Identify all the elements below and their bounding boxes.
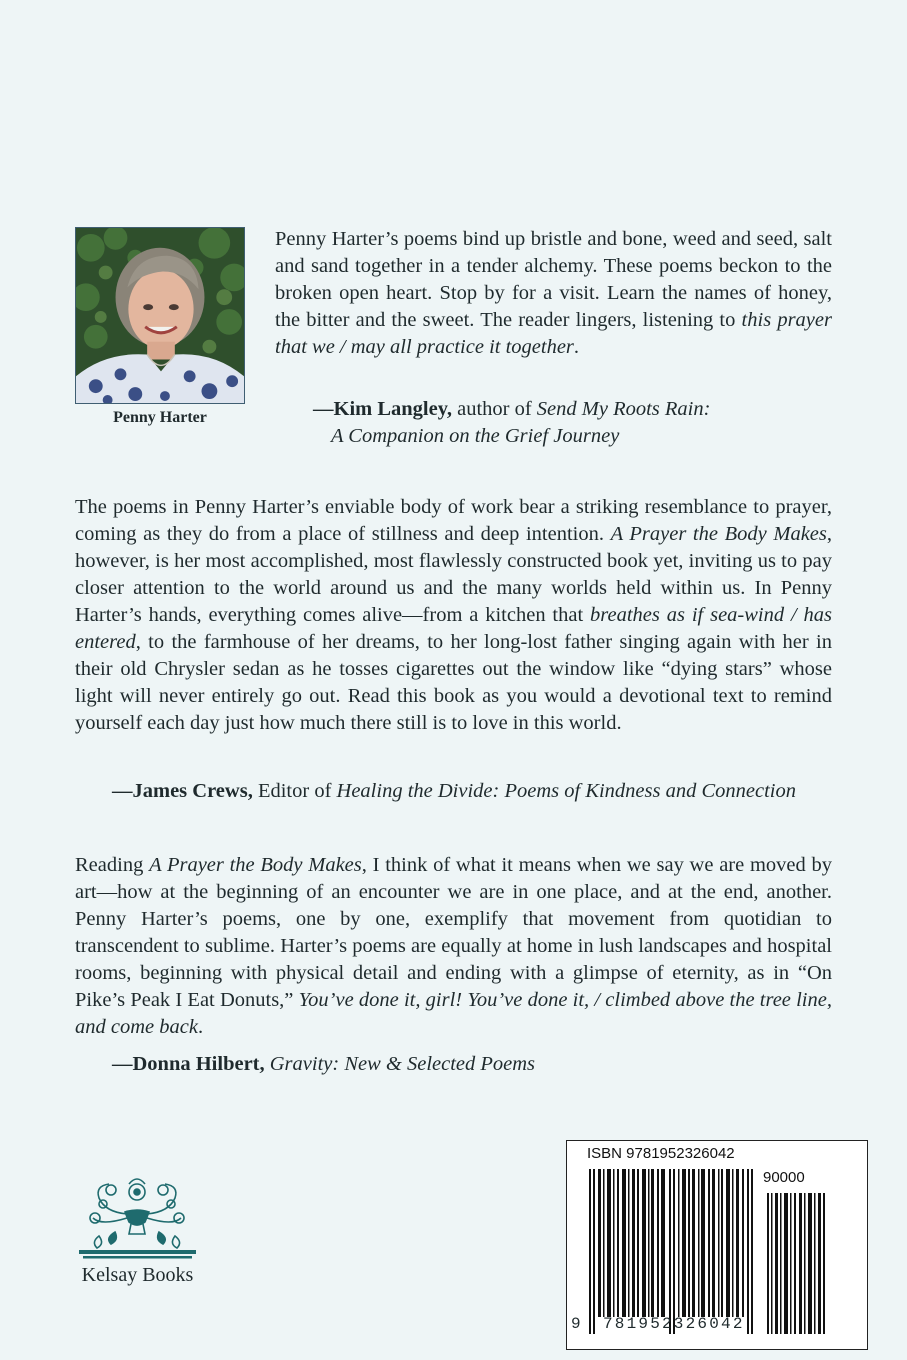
attribution-james-crews: [112, 778, 796, 805]
blurb-segment-italic: breathes as if sea-wind / has entered: [75, 604, 833, 653]
blurb-segment: .: [197, 1016, 204, 1038]
isbn-barcode: [566, 1140, 868, 1350]
blurb-kim-langley: [275, 226, 832, 361]
publisher-logo-icon: [75, 1172, 200, 1262]
blurb-text: [75, 852, 832, 1041]
blurb-text: [275, 226, 832, 361]
attribution-kim-langley: [313, 396, 710, 423]
blurb-segment: Reading: [75, 854, 150, 876]
blurb-donna-hilbert: [75, 852, 832, 1041]
author-portrait-image: [76, 228, 244, 403]
blurb-james-crews: [75, 494, 832, 737]
blurb-segment-italic: A Prayer the Body Makes: [610, 523, 827, 545]
author-photo: [75, 227, 245, 404]
attribution-donna-hilbert: [112, 1051, 535, 1078]
barcode-first-digit: 9: [571, 1315, 581, 1333]
blurb-segment: , to the farmhouse of her dreams, to her long-lost father singing again with her in their old Chrysler sedan as he tosses cigarettes out the window like “dying stars” whose light will never entirely go out. Read this book as you would a devotional text to remind yourself each day just how much there still is to love in this world.: [75, 631, 832, 734]
blurb-segment-italic: this prayer that we / may all practice it together: [275, 309, 832, 358]
blurb-segment: .: [573, 336, 580, 358]
blurb-text: [75, 494, 832, 737]
attribution-kim-langley-line2: [331, 423, 619, 450]
author-photo-caption: Penny Harter: [113, 409, 207, 426]
barcode-digits: 781952326042: [603, 1315, 745, 1333]
blurb-segment: , I think of what it means when we say we are moved by art—how at the beginning of an encounter we are in one place, and at the end, another. Penny Harter’s poems, one by one, exemplify that movement from quotidian to transcendent to sublime. Harter’s poems are equally at home in lush landscapes and hospital rooms, beginning with physical detail and ending with a glimpse of eternity, as in “On Pike’s Peak I Eat Donuts,”: [75, 854, 832, 1011]
price-code: 90000: [763, 1169, 805, 1186]
attribution-work: Healing the Divide: Poems of Kindness and Connection: [336, 780, 796, 802]
blurb-segment: Penny Harter’s poems bind up bristle and bone, weed and seed, salt and sand together in a tender alchemy. These poems beckon to the broken open heart. Stop by for a visit. Learn the names of honey, the bitter and the sweet. The reader lingers, listening to: [275, 228, 832, 331]
publisher-name: Kelsay Books: [81, 1264, 194, 1286]
blurb-segment: The poems in Penny Harter’s enviable body of work bear a striking resemblance to prayer, coming as they do from a place of stillness and deep intention.: [75, 496, 832, 545]
attribution-name: —Kim Langley,: [313, 398, 452, 420]
attribution-name: —James Crews,: [112, 780, 253, 802]
price-barcode-bars: [767, 1193, 825, 1334]
attribution-name: —Donna Hilbert,: [112, 1053, 265, 1075]
attribution-role: author of: [451, 398, 537, 420]
attribution-work: Send My Roots Rain:: [536, 398, 711, 420]
isbn-label: ISBN 9781952326042: [587, 1145, 735, 1162]
blurb-segment-italic: You’ve done it, girl! You’ve done it, / climbed above the tree line, and come back: [75, 989, 832, 1038]
attribution-work: Gravity: New & Selected Poems: [269, 1053, 536, 1075]
blurb-segment-italic: A Prayer the Body Makes: [149, 854, 362, 876]
attribution-work: A Companion on the Grief Journey: [331, 425, 620, 447]
blurb-segment: , however, is her most accomplished, most flawlessly constructed book yet, inviting us to pay closer attention to the world around us and the many worlds held within us. In Penny Harter’s hands, everything comes alive—from a kitchen that: [75, 523, 832, 626]
attribution-role: Editor of: [252, 780, 337, 802]
ean13-barcode-bars: [587, 1169, 759, 1334]
